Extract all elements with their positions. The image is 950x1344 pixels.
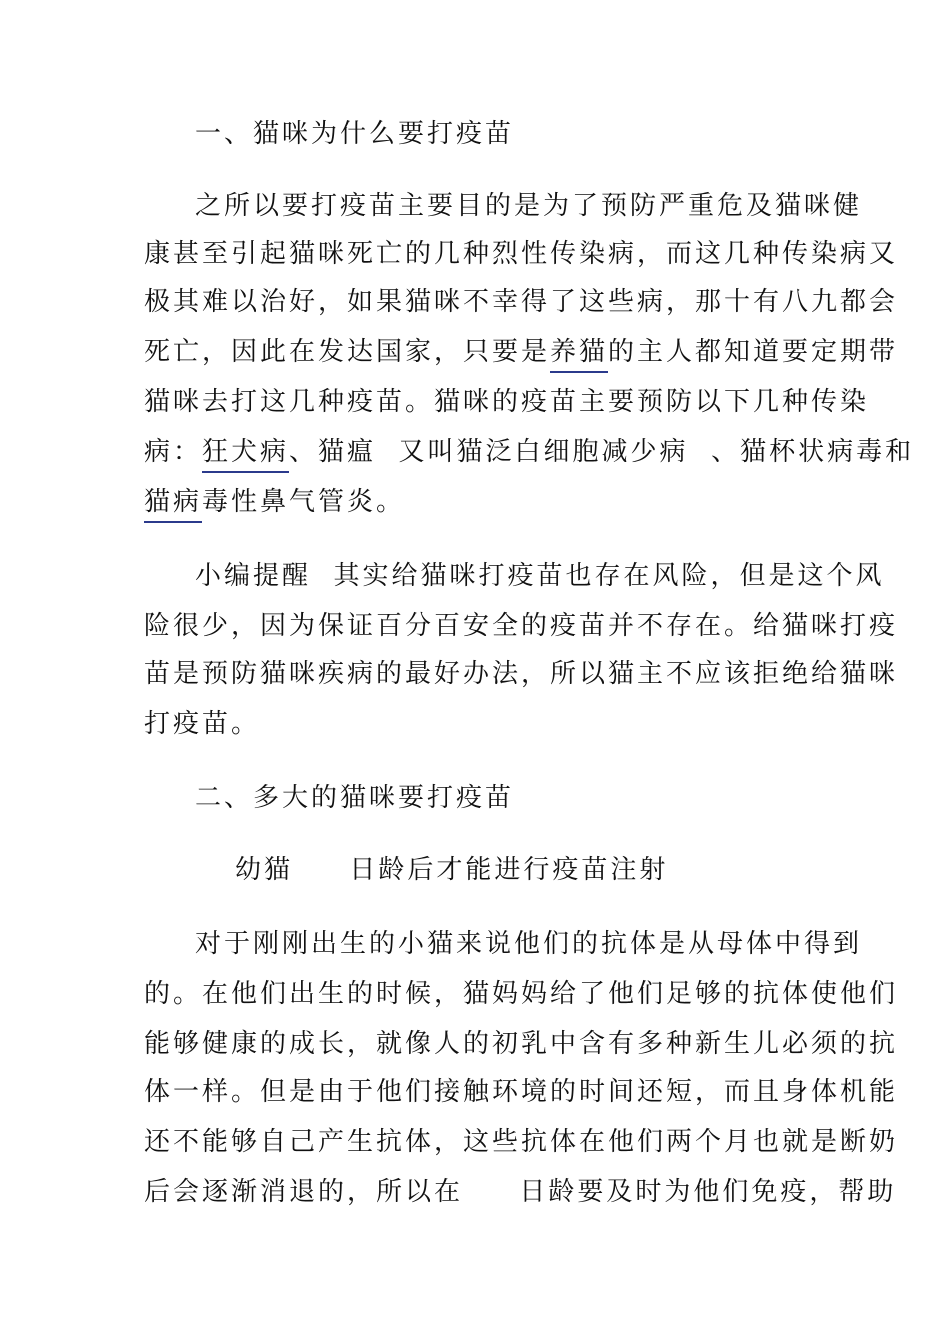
- line-text: 病：: [144, 437, 203, 467]
- paragraph-line: [144, 436, 914, 468]
- paragraph-line: 之所以要打疫苗主要目的是为了预防严重危及猫咪健: [195, 191, 863, 221]
- line-text: 毒性鼻气管炎。: [202, 487, 406, 517]
- section-1-heading: 一、猫咪为什么要打疫苗: [195, 119, 515, 149]
- paragraph-line: 的。在他们出生的时候，猫妈妈给了他们足够的抗体使他们: [144, 979, 899, 1009]
- link-raise-cat[interactable]: 养猫: [550, 337, 608, 373]
- paragraph-line: 还不能够自己产生抗体，这些抗体在他们两个月也就是断奶: [144, 1127, 899, 1157]
- line-text: 死亡，因此在发达国家，只要是: [144, 337, 551, 367]
- section-2-subheading: 幼猫 日龄后才能进行疫苗注射: [235, 855, 669, 885]
- link-cat-disease[interactable]: 猫病: [144, 487, 202, 523]
- paragraph-line: 极其难以治好，如果猫咪不幸得了这些病，那十有八九都会: [144, 287, 899, 317]
- paragraph-line: 对于刚刚出生的小猫来说他们的抗体是从母体中得到: [195, 929, 863, 959]
- paragraph-line: 体一样。但是由于他们接触环境的时间还短，而且身体机能: [144, 1077, 899, 1107]
- paragraph-line: 康甚至引起猫咪死亡的几种烈性传染病，而这几种传染病又: [144, 239, 899, 269]
- paragraph-line: 打疫苗。: [144, 709, 261, 739]
- paragraph-line: 后会逐渐消退的，所以在 日龄要及时为他们免疫，帮助: [144, 1177, 897, 1207]
- paragraph-line: 小编提醒 其实给猫咪打疫苗也存在风险，但是这个风: [195, 561, 885, 591]
- paragraph-line: [144, 336, 898, 368]
- line-text: 的主人都知道要定期带: [608, 337, 899, 367]
- paragraph-line: [144, 486, 405, 518]
- paragraph-line: 险很少，因为保证百分百安全的疫苗并不存在。给猫咪打疫: [144, 611, 899, 641]
- paragraph-line: 能够健康的成长，就像人的初乳中含有多种新生儿必须的抗: [144, 1029, 899, 1059]
- paragraph-line: 猫咪去打这几种疫苗。猫咪的疫苗主要预防以下几种传染: [144, 387, 870, 417]
- link-rabies[interactable]: 狂犬病: [202, 437, 289, 473]
- section-2-heading: 二、多大的猫咪要打疫苗: [195, 783, 515, 813]
- paragraph-line: 苗是预防猫咪疾病的最好办法，所以猫主不应该拒绝给猫咪: [144, 659, 899, 689]
- line-text: 、猫瘟 又叫猫泛白细胞减少病 、猫杯状病毒和: [289, 437, 915, 467]
